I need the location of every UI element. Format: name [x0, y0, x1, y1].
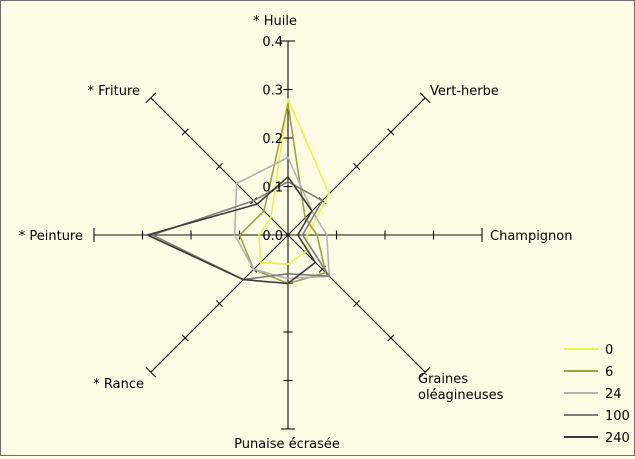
legend — [564, 343, 630, 446]
legend-label: 6 — [605, 365, 614, 380]
tick-label: 0.4 — [262, 35, 283, 50]
legend-label: 0 — [605, 343, 614, 358]
legend-label: 240 — [605, 431, 630, 446]
axis-label: Graines oléagineuses — [418, 372, 504, 403]
axis-label: * Peinture — [18, 229, 83, 244]
axis-label: Champignon — [490, 229, 573, 244]
axis-label: Punaise écrasée — [234, 437, 340, 452]
series-layer — [147, 99, 329, 283]
tick-label: 0.2 — [262, 132, 283, 147]
legend-label: 24 — [605, 387, 622, 402]
labels-layer — [19, 14, 573, 452]
series-240-line — [147, 177, 315, 284]
axis-label: * Huile — [253, 14, 297, 29]
radar-chart — [1, 1, 634, 455]
tick-label: 0.1 — [262, 180, 283, 196]
tick-label: 0.3 — [262, 83, 283, 99]
axis-label: Vert-herbe — [430, 84, 499, 99]
tick-label: 0.0 — [262, 229, 283, 244]
axis-label: * Rance — [93, 377, 144, 392]
axis-label: * Friture — [87, 84, 140, 99]
legend-label: 100 — [605, 409, 630, 424]
